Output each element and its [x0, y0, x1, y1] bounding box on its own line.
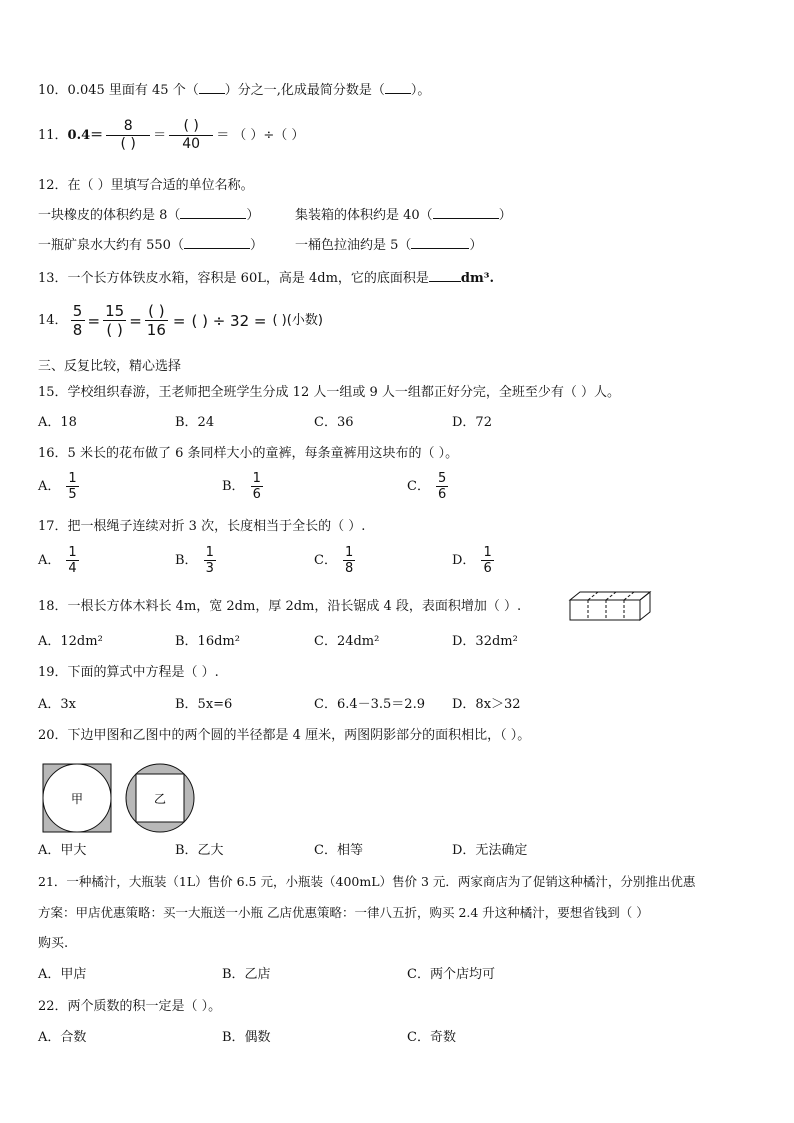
question-18-stem: 18．一根长方体木料长 4m，宽 2dm，厚 2dm，沿长锯成 4 段，表面积增加（ ）.: [38, 599, 522, 614]
question-17-stem: 17．把一根绳子连续对折 3 次，长度相当于全长的（ ）.: [38, 519, 366, 534]
q12-blank-c[interactable]: [184, 248, 250, 249]
q15-option-b[interactable]: B．24: [175, 415, 215, 430]
q22-option-c[interactable]: C．奇数: [407, 1030, 456, 1045]
q14-equals-2: =: [129, 311, 142, 330]
q20-option-a[interactable]: A．甲大: [38, 843, 87, 858]
section-3-heading: 三、反复比较，精心选择: [38, 359, 182, 374]
q12-blank-b[interactable]: [433, 218, 499, 219]
q11-equals-1: ＝: [153, 127, 167, 143]
q21-option-a[interactable]: A．甲店: [38, 967, 87, 982]
question-20-stem: 20．下边甲图和乙图中的两个圆的半径都是 4 厘米，两图阴影部分的面积相比，（ ）。: [38, 728, 531, 743]
q10-blank-2[interactable]: [385, 93, 411, 94]
question-21-line-2: 方案：甲店优惠策略：买一大瓶送一小瓶 乙店优惠策略：一律八五折，购买 2.4 升这种橘汁，要想省钱到（ ）: [38, 905, 649, 920]
q12-item-oil: 一桶色拉油约是 5（ ）: [295, 238, 483, 253]
question-21-line-3: 购买.: [38, 936, 69, 951]
q12-item-eraser-text: 一块橡皮的体积约是 8（: [38, 208, 181, 223]
q11-equals-2: ＝: [216, 127, 230, 143]
q13-unit: dm³.: [460, 271, 494, 286]
question-13: [38, 270, 494, 288]
q18-option-d[interactable]: D．32dm²: [452, 634, 518, 649]
q15-option-a[interactable]: A．18: [38, 415, 77, 430]
q11-fraction-1: $\frac{8}{( )}$: [106, 118, 150, 153]
q11-lhs: 0.4＝: [67, 127, 104, 143]
q16-option-c[interactable]: C． $\frac{5}{6}$: [407, 471, 447, 502]
q19-option-b[interactable]: B．5x=6: [175, 697, 233, 712]
question-15-stem: 15．学校组织春游，王老师把全班学生分成 12 人一组或 9 人一组都正好分完，全班至少有（ ）人。: [38, 385, 621, 400]
question-10: [38, 82, 430, 100]
q22-option-a[interactable]: A．合数: [38, 1030, 87, 1045]
q22-option-b[interactable]: B．偶数: [222, 1030, 271, 1045]
q14-fraction-1: $\frac{5}{8}$: [71, 302, 85, 339]
q16-option-a[interactable]: A． $\frac{1}{5}$: [38, 471, 77, 502]
q18-option-c[interactable]: C．24dm²: [314, 634, 380, 649]
q18-option-a[interactable]: A．12dm²: [38, 634, 103, 649]
q10-text-mid: ）分之一,化成最简分数是（: [224, 83, 385, 98]
q18-cuboid-diagram: [568, 590, 652, 622]
q18-option-b[interactable]: B．16dm²: [175, 634, 240, 649]
q10-blank-1[interactable]: [199, 93, 225, 94]
q17-option-b[interactable]: B． $\frac{1}{3}$: [175, 545, 214, 576]
q20-label-yi: 乙: [153, 792, 167, 806]
q10-text-post: ）。: [410, 83, 431, 98]
q20-option-d[interactable]: D．无法确定: [452, 843, 528, 858]
q20-option-c[interactable]: C．相等: [314, 843, 363, 858]
q12-item-container-text: 集装箱的体积约是 40（: [295, 208, 433, 223]
q17-option-d[interactable]: D． $\frac{1}{6}$: [452, 545, 492, 576]
q12-item-eraser: 一块橡皮的体积约是 8（ ）: [38, 208, 260, 223]
q14-equals-3: =: [172, 311, 186, 330]
q20-label-jia: 甲: [70, 792, 84, 806]
q21-option-c[interactable]: C．两个店均可: [407, 967, 495, 982]
q17-option-a[interactable]: A． $\frac{1}{4}$: [38, 545, 77, 576]
q11-fraction-2: $\frac{( )}{40}$: [169, 118, 213, 153]
question-16-stem: 16．5 米长的花布做了 6 条同样大小的童裤，每条童裤用这块布的（ ）。: [38, 446, 459, 461]
q13-blank[interactable]: [429, 281, 461, 282]
q19-option-d[interactable]: D．8x＞32: [452, 697, 521, 712]
q14-decimal[interactable]: ( )(小数): [272, 312, 323, 328]
q14-equals-1: =: [87, 311, 101, 330]
q14-fraction-2: $\frac{15}{( )}$: [105, 302, 125, 339]
q12-blank-d[interactable]: [411, 248, 469, 249]
q19-option-c[interactable]: C．6.4－3.5＝2.9: [314, 697, 425, 712]
q15-option-d[interactable]: D．72: [452, 415, 492, 430]
q17-option-c[interactable]: C． $\frac{1}{8}$: [314, 545, 354, 576]
question-12-stem: 12．在（ ）里填写合适的单位名称。: [38, 178, 254, 193]
q20-option-b[interactable]: B．乙大: [175, 843, 224, 858]
q10-text-pre: 10．0.045 里面有 45 个（: [38, 83, 199, 98]
q14-division[interactable]: ( ) ÷ 32 =: [191, 311, 267, 330]
question-19-stem: 19．下面的算式中方程是（ ）.: [38, 665, 219, 680]
q12-item-water: 一瓶矿泉水大约有 550（ ）: [38, 238, 263, 253]
question-14: [38, 302, 323, 339]
q15-option-c[interactable]: C．36: [314, 415, 354, 430]
q20-figure-yi: [125, 763, 195, 833]
question-21-line-1: 21．一种橘汁，大瓶装（1L）售价 6.5 元，小瓶装（400mL）售价 3 元．两家商店为了促销这种橘汁，分别推出优惠: [38, 874, 696, 889]
q16-option-b[interactable]: B． $\frac{1}{6}$: [222, 471, 261, 502]
q11-number: 11．: [38, 127, 68, 143]
q14-number: 14．: [38, 312, 68, 328]
q12-item-water-text: 一瓶矿泉水大约有 550（: [38, 238, 184, 253]
q12-item-container: 集装箱的体积约是 40（ ）: [295, 208, 512, 223]
q13-text: 13．一个长方体铁皮水箱，容积是 60L，高是 4dm，它的底面积是: [38, 271, 429, 286]
q12-item-oil-text: 一桶色拉油约是 5（: [295, 238, 412, 253]
q11-division-tail[interactable]: （ ）÷（ ）: [233, 127, 305, 143]
q21-option-b[interactable]: B．乙店: [222, 967, 271, 982]
q14-fraction-3: $\frac{( )}{16}$: [146, 302, 166, 339]
question-11: [38, 118, 304, 153]
q12-blank-a[interactable]: [180, 218, 246, 219]
q20-figure-jia: [42, 763, 112, 833]
question-22-stem: 22．两个质数的积一定是（ ）。: [38, 999, 222, 1014]
q19-option-a[interactable]: A．3x: [38, 697, 76, 712]
